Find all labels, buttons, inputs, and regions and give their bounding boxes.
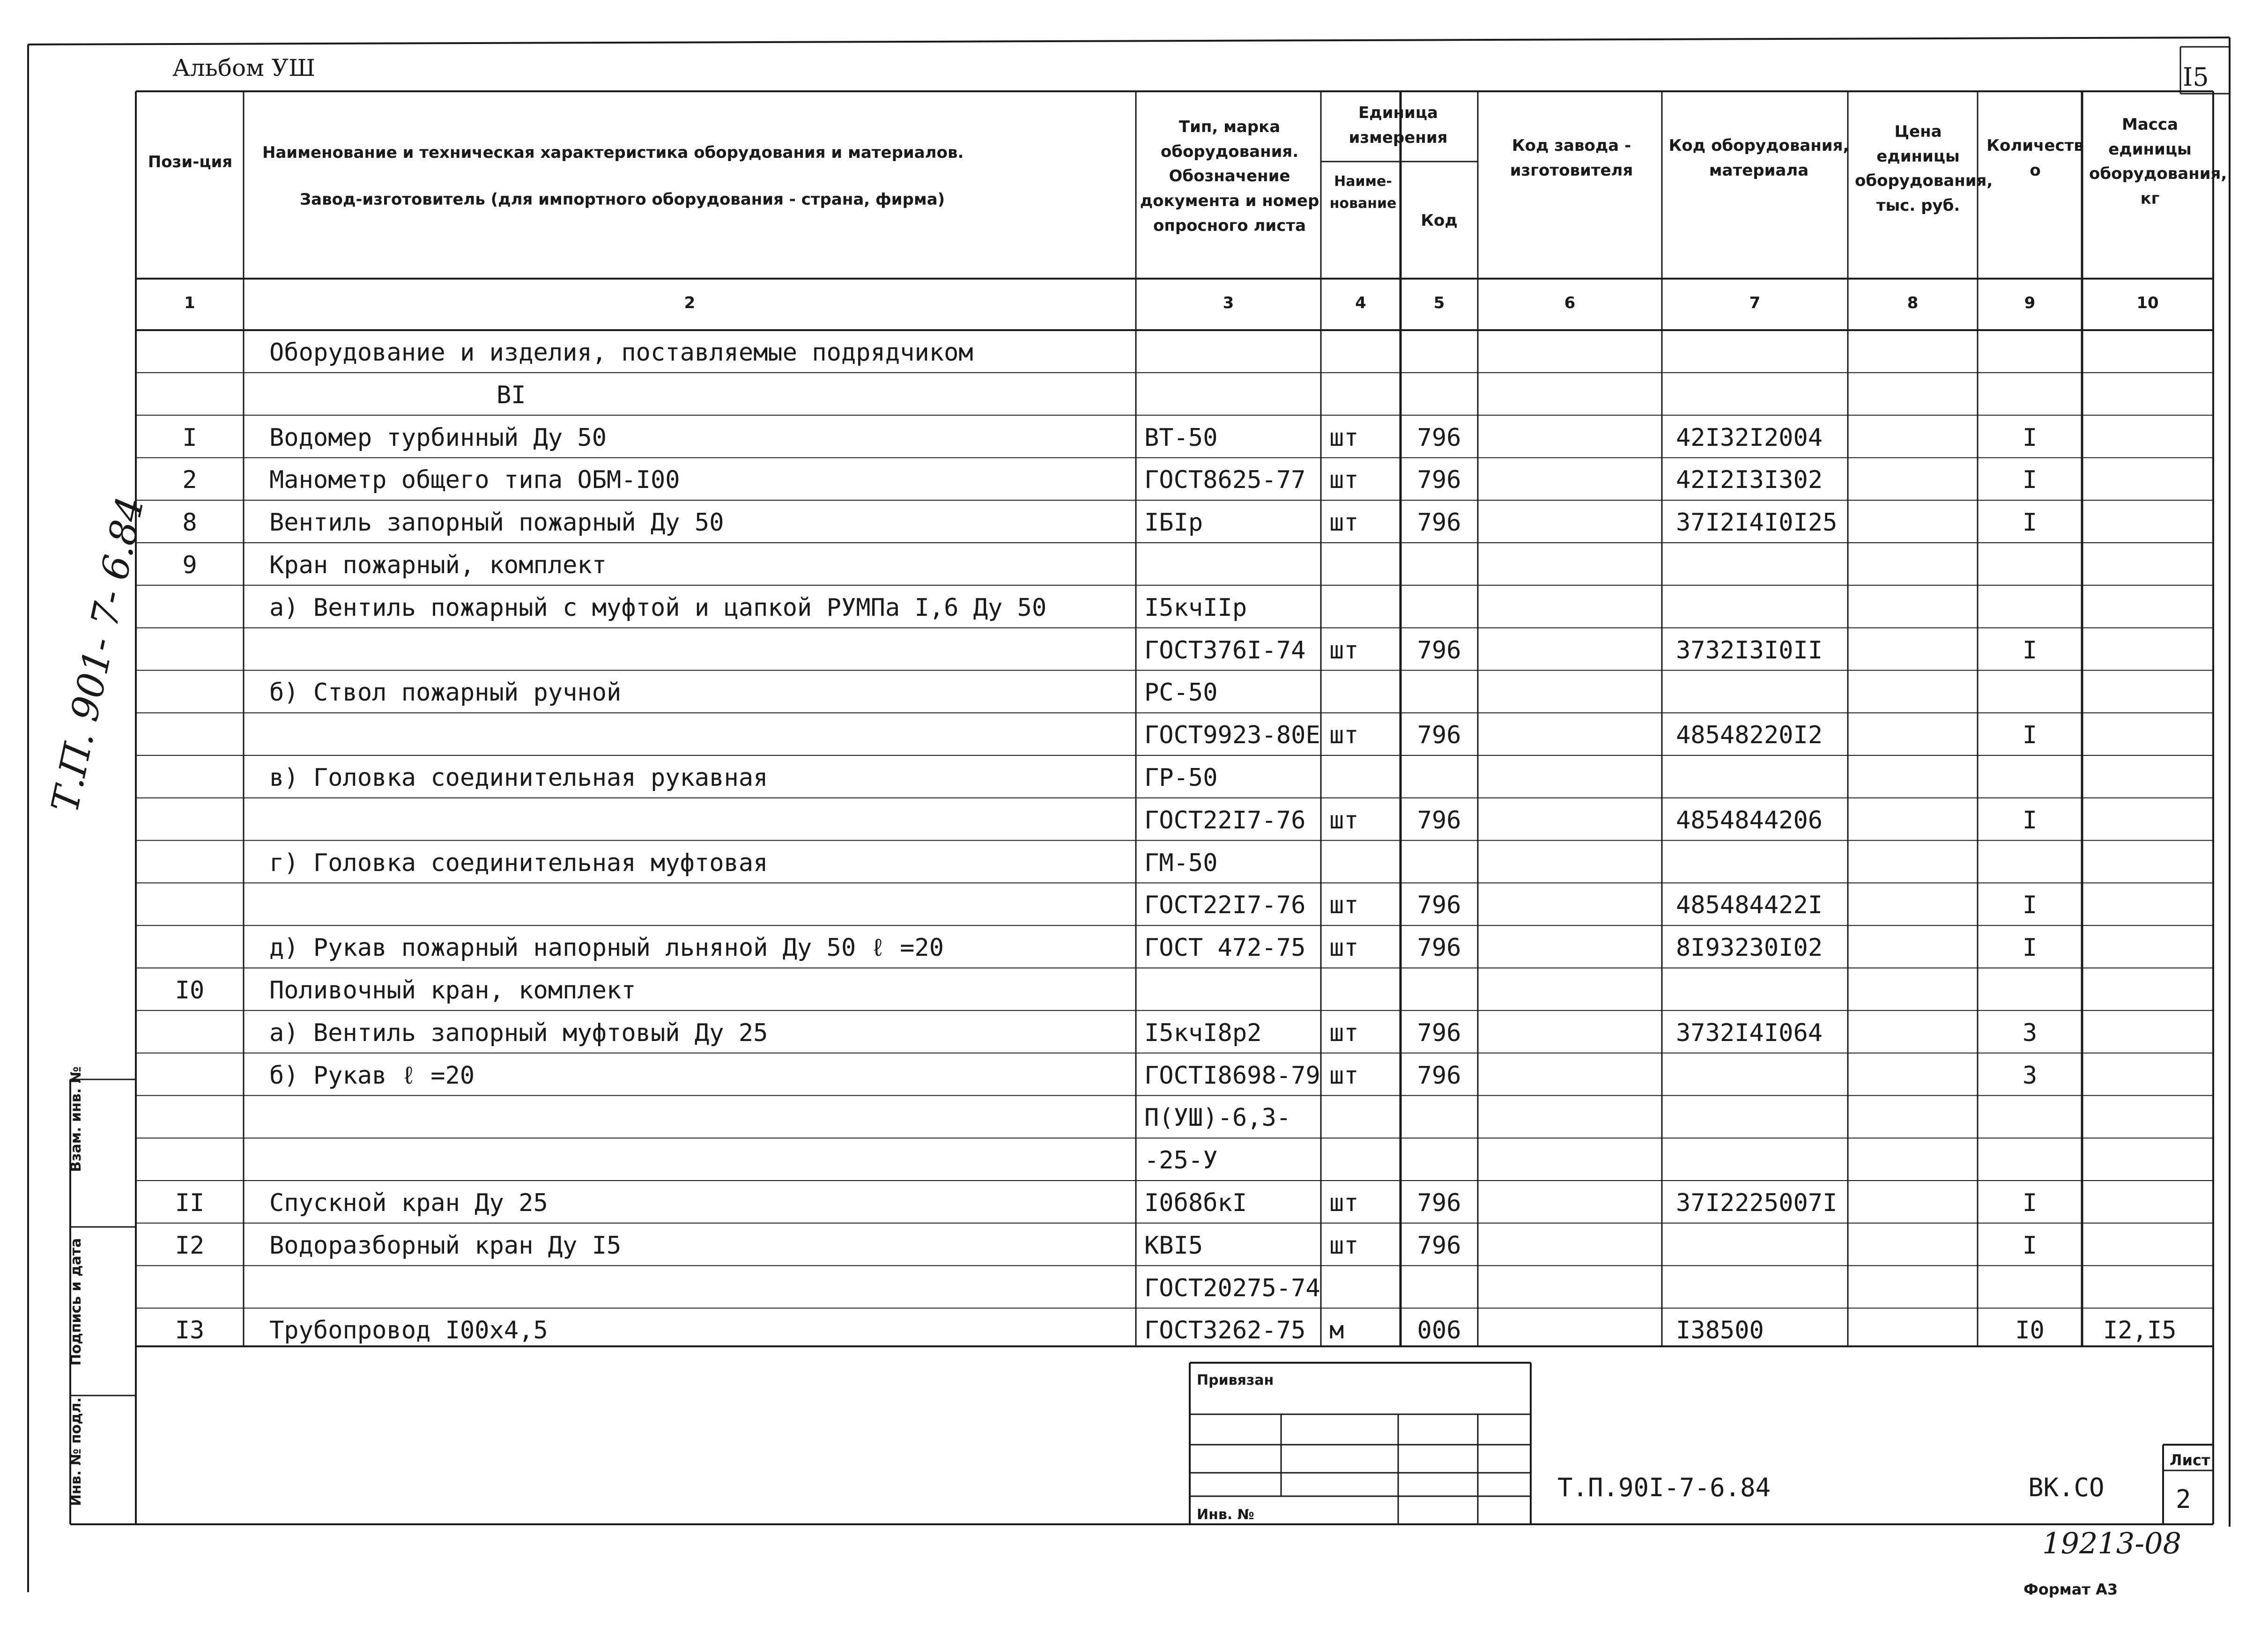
cell-name: Поливочный кран, комплект — [269, 976, 636, 1004]
cell-type: РС-50 — [1144, 679, 1218, 707]
stamp-designation: Т.П.90I-7-6.84 — [1557, 1473, 1771, 1502]
cell-type: I5кчIIр — [1144, 593, 1247, 622]
cell-qty: I — [2022, 806, 2038, 834]
sheet-number: I5 — [2183, 62, 2209, 92]
cell-qty: 3 — [2022, 1019, 2038, 1047]
cell-type: ГОСТ9923-80Е — [1144, 721, 1320, 750]
cell-qty: I — [2022, 636, 2038, 665]
cell-name: б) Ствол пожарный ручной — [269, 679, 622, 707]
cell-name: а) Вентиль пожарный с муфтой и цапкой РУМПа I,6 Ду 50 — [269, 593, 1047, 622]
cell-type: -25-У — [1144, 1146, 1218, 1175]
cell-unit: шт — [1329, 466, 1359, 495]
cell-ucode: 796 — [1417, 806, 1461, 834]
cell-ucode: 796 — [1417, 1189, 1461, 1217]
stamp-code: ВК.СО — [2028, 1473, 2105, 1502]
cell-qty: I — [2022, 466, 2038, 495]
cell-ucode: 796 — [1417, 636, 1461, 665]
cell-ecode: 48548220I2 — [1676, 721, 1823, 750]
cell-type: КВI5 — [1144, 1231, 1203, 1260]
cell-name: Манометр общего типа ОБМ-I00 — [269, 466, 680, 495]
cell-unit: шт — [1329, 1061, 1359, 1090]
cell-qty: I — [2022, 1189, 2038, 1217]
column-number: 4 — [1355, 294, 1366, 312]
cell-type: ГОСТ22I7-76 — [1144, 891, 1306, 920]
cell-ecode: I38500 — [1676, 1316, 1764, 1345]
cell-type: I0б8бкI — [1144, 1189, 1247, 1217]
cell-ecode: 42I32I2004 — [1676, 423, 1823, 452]
cell-unit: шт — [1329, 1231, 1359, 1260]
column-number: 3 — [1223, 294, 1234, 312]
cell-type: ГМ-50 — [1144, 849, 1218, 877]
header-name-line2: Завод-изготовитель (для импортного оборудования - страна, фирма) — [300, 190, 945, 209]
cell-ecode: 42I2I3I302 — [1676, 466, 1823, 495]
cell-type: ГОСТ20275-74 — [1144, 1274, 1320, 1302]
cell-name: г) Головка соединительная муфтовая — [269, 849, 768, 877]
column-number: 6 — [1564, 294, 1576, 312]
header-type: Тип, марка оборудования. Обозначение документа и номер опросного листа — [1140, 118, 1319, 235]
cell-name: Кран пожарный, комплект — [269, 551, 607, 579]
header-unit-group: Единица измерения — [1349, 103, 1448, 147]
cell-ecode: 37I2225007I — [1676, 1189, 1838, 1217]
cell-type: ГР-50 — [1144, 764, 1218, 792]
cell-type: ГОСТI8698-79 — [1144, 1061, 1320, 1090]
cell-type: I5кчI8р2 — [1144, 1019, 1262, 1047]
cell-name: Вентиль запорный пожарный Ду 50 — [269, 509, 724, 537]
header-factory-code: Код завода - изготовителя — [1510, 136, 1633, 180]
header-position: Пози-ция — [148, 153, 233, 171]
cell-pos: II — [175, 1189, 205, 1217]
handwritten-archive-number: 19213-08 — [2042, 1526, 2182, 1560]
cell-ecode: 3732I3I0II — [1676, 636, 1823, 665]
cell-ucode: 796 — [1417, 934, 1461, 962]
cell-ecode: 8I93230I02 — [1676, 934, 1823, 962]
cell-ucode: 796 — [1417, 423, 1461, 452]
header-name-line1: Наименование и техническая характеристика оборудования и материалов. — [262, 143, 964, 162]
cell-name: Водомер турбинный Ду 50 — [269, 423, 607, 452]
cell-name: в) Головка соединительная рукавная — [269, 764, 768, 792]
cell-qty: I — [2022, 509, 2038, 537]
stamp-list-value: 2 — [2176, 1484, 2191, 1514]
cell-ucode: 796 — [1417, 891, 1461, 920]
header-mass: Масса единицы оборудования, кг — [2089, 115, 2227, 208]
cell-ucode: 796 — [1417, 509, 1461, 537]
header-quantity: Количество — [1986, 136, 2084, 180]
cell-type: ВТ-50 — [1144, 423, 1218, 452]
header-price: Цена единицы оборудования, тыс. руб. — [1855, 122, 1993, 215]
cell-unit: шт — [1329, 806, 1359, 834]
cell-type: ГОСТ3262-75 — [1144, 1316, 1306, 1345]
cell-name: Водоразборный кран Ду I5 — [269, 1231, 622, 1260]
column-number: 9 — [2024, 294, 2036, 312]
cell-pos: I — [182, 423, 197, 452]
cell-qty: I0 — [2015, 1316, 2045, 1345]
cell-pos: 2 — [182, 466, 197, 495]
format-label: Формат А3 — [2023, 1580, 2118, 1598]
header-unit-code: Код — [1421, 211, 1458, 230]
handwritten-project-code: Т.П. 901- 7- 6.84 — [43, 493, 153, 817]
cell-ecode: 37I2I4I0I25 — [1676, 509, 1838, 537]
cell-type: ГОСТ 472-75 — [1144, 934, 1306, 962]
stamp-privyazan: Привязан — [1197, 1372, 1274, 1388]
cell-unit: шт — [1329, 891, 1359, 920]
cell-unit: шт — [1329, 1019, 1359, 1047]
cell-name: а) Вентиль запорный муфтовый Ду 25 — [269, 1019, 768, 1047]
cell-ucode: 796 — [1417, 1231, 1461, 1260]
album-label: Альбом УШ — [172, 54, 316, 81]
side-label-podpis: Подпись и дата — [68, 1238, 84, 1366]
cell-unit: шт — [1329, 423, 1359, 452]
cell-unit: шт — [1329, 721, 1359, 750]
side-label-inv: Инв. № подл. — [68, 1397, 84, 1506]
cell-name: д) Рукав пожарный напорный льняной Ду 50 ℓ =20 — [269, 934, 944, 962]
cell-type: ГОСТ22I7-76 — [1144, 806, 1306, 834]
cell-type: ГОСТ376I-74 — [1144, 636, 1306, 665]
column-number: 2 — [684, 294, 696, 312]
cell-unit: шт — [1329, 1189, 1359, 1217]
cell-unit: шт — [1329, 934, 1359, 962]
column-number: 5 — [1433, 294, 1445, 312]
cell-name: Трубопровод I00х4,5 — [269, 1316, 548, 1345]
header-equipment-code: Код оборудования, материала — [1668, 136, 1849, 180]
stamp-inv-no: Инв. № — [1197, 1506, 1254, 1523]
cell-qty: I — [2022, 891, 2038, 920]
cell-qty: I — [2022, 423, 2038, 452]
cell-qty: I — [2022, 934, 2038, 962]
cell-unit: шт — [1329, 636, 1359, 665]
stamp-list-label: Лист — [2170, 1451, 2210, 1469]
cell-unit: м — [1329, 1316, 1344, 1345]
cell-pos: I3 — [175, 1316, 205, 1345]
cell-name: б) Рукав ℓ =20 — [269, 1061, 475, 1090]
cell-type: П(УШ)-6,3- — [1144, 1104, 1291, 1132]
cell-qty: I — [2022, 721, 2038, 750]
cell-ucode: 796 — [1417, 1061, 1461, 1090]
frame-top — [28, 37, 2230, 44]
cell-ucode: 796 — [1417, 1019, 1461, 1047]
cell-type: IБIр — [1144, 509, 1203, 537]
column-number: 10 — [2136, 294, 2159, 312]
cell-pos: 9 — [182, 551, 197, 579]
cell-pos: I0 — [175, 976, 205, 1004]
cell-qty: I — [2022, 1231, 2038, 1260]
cell-name: Спускной кран Ду 25 — [269, 1189, 548, 1217]
column-number: 1 — [184, 294, 195, 312]
side-label-vzam: Взам. инв. № — [68, 1066, 84, 1172]
header-unit-name: Наиме-нование — [1329, 173, 1397, 212]
cell-ucode: 796 — [1417, 721, 1461, 750]
column-number: 7 — [1749, 294, 1761, 312]
cell-name: Оборудование и изделия, поставляемые подрядчиком — [269, 339, 973, 367]
cell-ecode: 3732I4I064 — [1676, 1019, 1823, 1047]
cell-unit: шт — [1329, 509, 1359, 537]
cell-mass: I2,I5 — [2103, 1316, 2177, 1345]
cell-pos: 8 — [182, 509, 197, 537]
cell-ecode: 485484422I — [1676, 891, 1823, 920]
cell-name: BI — [497, 381, 526, 409]
cell-ucode: 796 — [1417, 466, 1461, 495]
cell-ucode: 006 — [1417, 1316, 1461, 1345]
column-number: 8 — [1907, 294, 1919, 312]
cell-qty: 3 — [2022, 1061, 2038, 1090]
cell-pos: I2 — [175, 1231, 205, 1260]
cell-ecode: 4854844206 — [1676, 806, 1823, 834]
cell-type: ГОСТ8625-77 — [1144, 466, 1306, 495]
